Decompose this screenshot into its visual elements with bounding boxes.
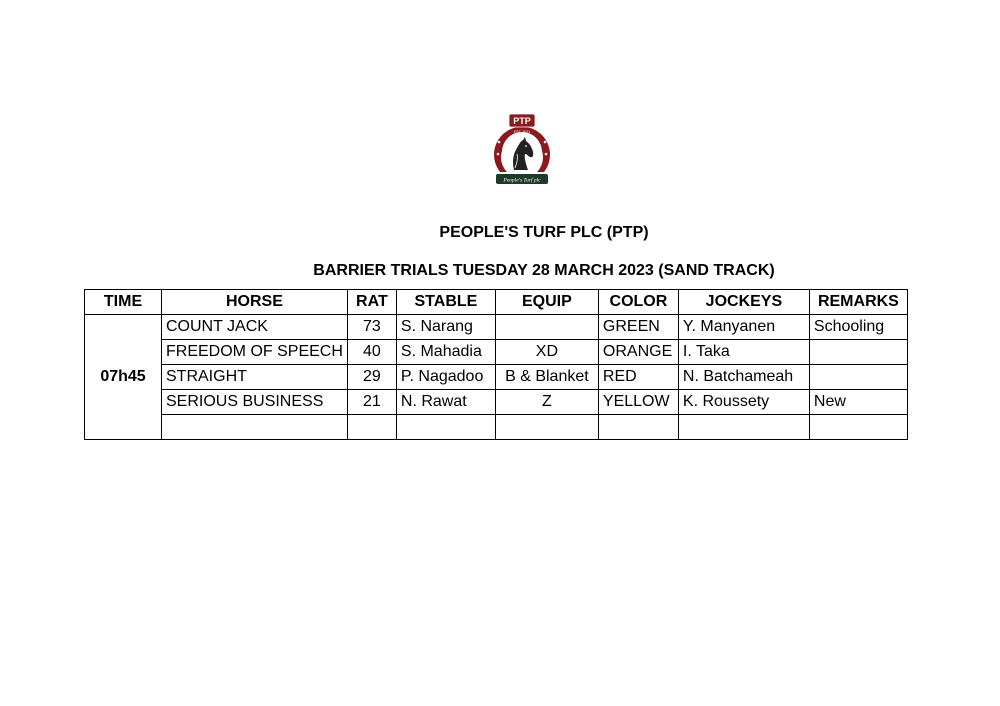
table-row (85, 340, 908, 365)
stable-cell: P. Nagadoo (396, 365, 495, 390)
remarks-cell: Schooling (809, 315, 907, 340)
table-row (85, 415, 908, 440)
equip-cell (495, 315, 598, 340)
svg-text:People's Turf plc: People's Turf plc (503, 177, 541, 184)
rat-cell: 21 (347, 390, 396, 415)
color-cell: GREEN (598, 315, 678, 340)
header-remarks: REMARKS (809, 290, 907, 315)
horseshoe-logo-icon (486, 110, 558, 190)
header-stable: STABLE (396, 290, 495, 315)
header-time: TIME (85, 290, 162, 315)
header-equip: EQUIP (495, 290, 598, 315)
equip-cell (495, 415, 598, 440)
table-header-row (85, 290, 908, 315)
header-color: COLOR (598, 290, 678, 315)
svg-text:PTP: PTP (513, 116, 531, 126)
horse-cell (162, 415, 348, 440)
barrier-trials-table (84, 289, 908, 440)
equip-cell: B & Blanket (495, 365, 598, 390)
equip-cell: Z (495, 390, 598, 415)
company-title: PEOPLE'S TURF PLC (PTP) (439, 224, 649, 241)
rat-cell (347, 415, 396, 440)
stable-cell (396, 415, 495, 440)
trial-title: BARRIER TRIALS TUESDAY 28 MARCH 2023 (SAND TRACK) (313, 262, 775, 279)
svg-text:EST. 2021: EST. 2021 (513, 130, 531, 134)
table-row (85, 315, 908, 340)
stable-cell: S. Narang (396, 315, 495, 340)
remarks-cell (809, 365, 907, 390)
jockey-cell: N. Batchameah (678, 365, 809, 390)
horse-cell: STRAIGHT (162, 365, 348, 390)
header-horse: HORSE (162, 290, 348, 315)
jockey-cell (678, 415, 809, 440)
time-cell: 07h45 (85, 315, 162, 440)
rat-cell: 29 (347, 365, 396, 390)
color-cell: YELLOW (598, 390, 678, 415)
table-row (85, 365, 908, 390)
header-rat: RAT (347, 290, 396, 315)
stable-cell: N. Rawat (396, 390, 495, 415)
color-cell: RED (598, 365, 678, 390)
horse-cell: SERIOUS BUSINESS (162, 390, 348, 415)
rat-cell: 40 (347, 340, 396, 365)
color-cell (598, 415, 678, 440)
table-row (85, 390, 908, 415)
stable-cell: S. Mahadia (396, 340, 495, 365)
jockey-cell: I. Taka (678, 340, 809, 365)
jockey-cell: Y. Manyanen (678, 315, 809, 340)
horse-cell: FREEDOM OF SPEECH (162, 340, 348, 365)
equip-cell: XD (495, 340, 598, 365)
header-jockeys: JOCKEYS (678, 290, 809, 315)
jockey-cell: K. Roussety (678, 390, 809, 415)
remarks-cell (809, 340, 907, 365)
remarks-cell: New (809, 390, 907, 415)
remarks-cell (809, 415, 907, 440)
rat-cell: 73 (347, 315, 396, 340)
ptp-logo (486, 110, 558, 190)
color-cell: ORANGE (598, 340, 678, 365)
horse-cell: COUNT JACK (162, 315, 348, 340)
